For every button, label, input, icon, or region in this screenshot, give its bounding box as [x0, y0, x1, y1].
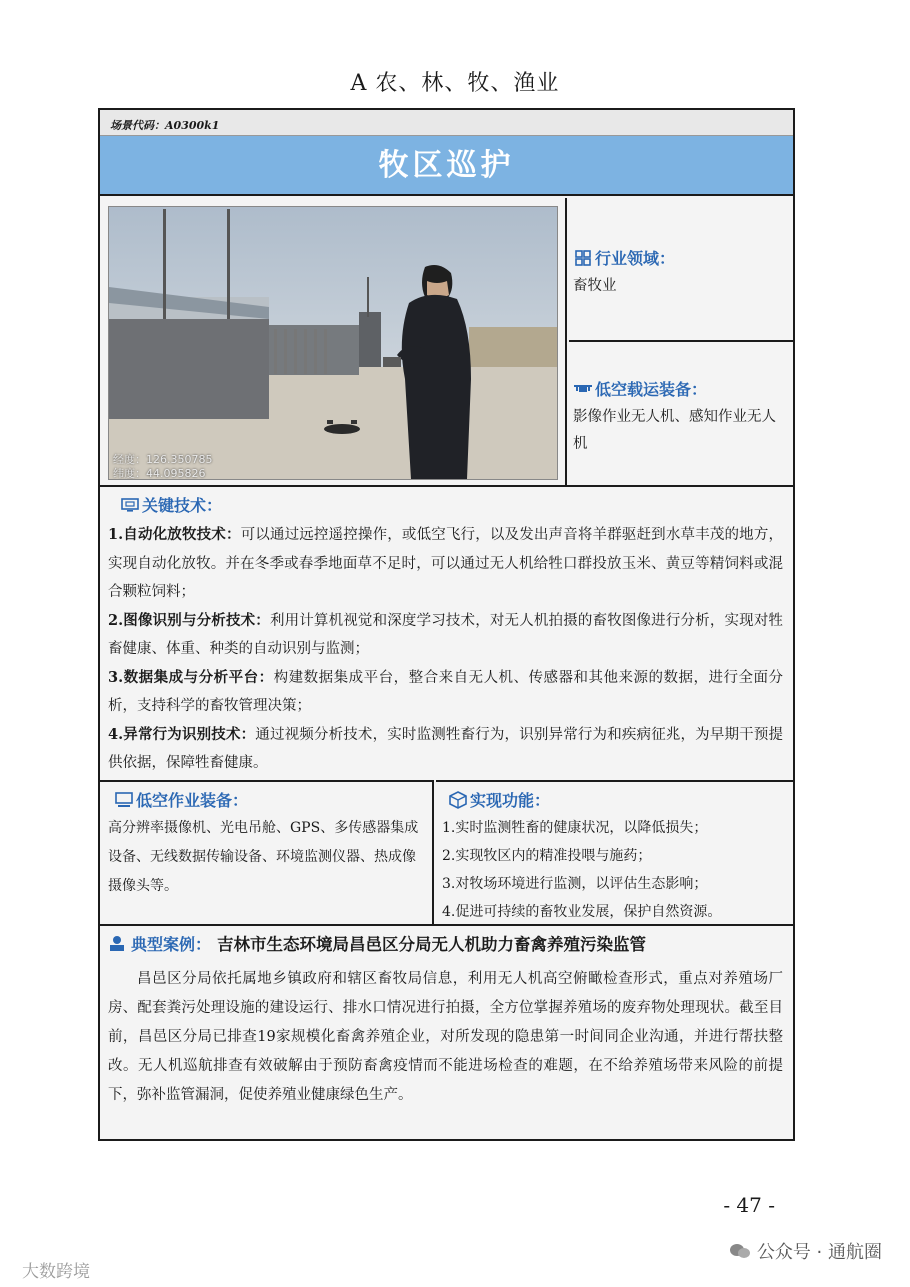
industry-label: 行业领域： [595, 249, 676, 268]
tech-item-title: 3.数据集成与分析平台： [108, 668, 274, 686]
cube-icon [448, 792, 468, 808]
low-air-label: 低空作业装备： [136, 791, 249, 810]
tech-item [108, 607, 783, 664]
person-icon [108, 935, 128, 951]
function-item: 1.实时监测牲畜的健康状况，以降低损失； [442, 820, 708, 836]
tech-item [108, 721, 783, 778]
key-tech-label: 关键技术： [142, 496, 223, 515]
tech-item-text: 通过视频分析技术，实时监测牲畜行为，识别异常行为和疾病征兆，为早期干预提供依据，保障牲畜健康。 [108, 726, 784, 771]
tech-item-title: 4.异常行为识别技术： [108, 725, 256, 743]
industry-heading [573, 246, 785, 269]
page-number: - 47 - [723, 1193, 775, 1217]
industry-cell [569, 198, 793, 342]
industry-value: 畜牧业 [573, 278, 617, 294]
case-text: 昌邑区分局依托属地乡镇政府和辖区畜牧局信息，利用无人机高空俯瞰检查形式，重点对养殖场厂房、配套粪污处理设施的建设运行、排水口情况进行拍摄，全方位掌握养殖场的废弃物处理现状。截至目前，昌邑区分局已排查19家规模化畜禽养殖企业，对所发现的隐患第一时间同企业沟通，并进行帮扶整改。无人机巡航排查有效破解由于预防畜禽疫情而不能进场检查的难题，在不给养殖场带来风险的前提下，弥补监管漏洞，促使养殖业健康绿色生产。 [108, 971, 783, 1103]
low-air-text: 高分辨率摄像机、光电吊舱、GPS、多传感器集成设备、无线数据传输设备、环境监测仪器、热成像摄像头等。 [108, 820, 419, 894]
function-item: 2.实现牧区内的精准投喂与施药； [442, 848, 652, 864]
functions-list [442, 814, 787, 926]
function-item: 3.对牧场环境进行监测，以评估生态影响； [442, 876, 708, 892]
key-tech-heading [120, 493, 783, 516]
tech-item-title: 1.自动化放牧技术： [108, 526, 241, 543]
case-title: 吉林市生态环境局昌邑区分局无人机助力畜禽养殖污染监管 [217, 935, 647, 954]
functions-label: 实现功能： [470, 791, 551, 810]
tech-item-text: 利用计算机视觉和深度学习技术，对无人机拍摄的畜牧图像进行分析，实现对牲畜健康、体重、种类的自动识别与监测； [108, 612, 783, 657]
photo-cell [100, 198, 567, 485]
watermark-right-text: 公众号 · 通航圈 [756, 1242, 882, 1263]
scenario-card [98, 108, 795, 1141]
grid-icon [573, 250, 593, 266]
tech-item [108, 664, 783, 721]
low-air-equipment-cell [100, 780, 434, 924]
key-tech-cell [100, 485, 793, 780]
drone-patrol-photo [108, 206, 558, 480]
case-label: 典型案例： [131, 934, 212, 954]
wechat-icon [729, 1242, 751, 1260]
function-item: 4.促进可持续的畜牧业发展，保护自然资源。 [442, 904, 722, 920]
tech-item [108, 521, 783, 607]
scene-code: 场景代码：A0300k1 [100, 110, 793, 136]
low-air-heading [114, 788, 426, 811]
drone-icon [573, 381, 593, 397]
carrier-label: 低空载运装备： [595, 380, 708, 399]
case-cell [100, 924, 793, 1139]
card-title: 牧区巡护 [100, 136, 793, 196]
tech-item-text: 可以通过远控遥控操作，或低空飞行，以及发出声音将羊群驱赶到水草丰茂的地方，实现自动化放牧。并在冬季或春季地面草不足时，可以通过无人机给牲口群投放玉米、黄豆等精饲料或混合颗粒饲料； [108, 527, 783, 600]
case-heading [108, 931, 783, 955]
latitude-readout: 纬度：44.095826 [113, 467, 206, 480]
carrier-value: 影像作业无人机、感知作业无人机 [573, 409, 776, 452]
tech-item-text: 构建数据集成平台，整合来自无人机、传感器和其他来源的数据，进行全面分析，支持科学的畜牧管理决策； [108, 669, 784, 714]
watermark-left: 大数跨境 [22, 1262, 90, 1282]
monitor-icon [120, 497, 140, 513]
tech-item-title: 2.图像识别与分析技术： [108, 611, 270, 629]
running-header: A 农、林、牧、渔业 [350, 71, 560, 96]
carrier-cell [569, 344, 793, 485]
functions-cell [436, 780, 793, 924]
functions-heading [448, 788, 787, 811]
key-tech-list [108, 521, 783, 778]
watermark-right [729, 1238, 882, 1264]
carrier-heading [573, 377, 785, 400]
screen-icon [114, 792, 134, 808]
longitude-readout: 经度：126.350785 [113, 453, 213, 466]
